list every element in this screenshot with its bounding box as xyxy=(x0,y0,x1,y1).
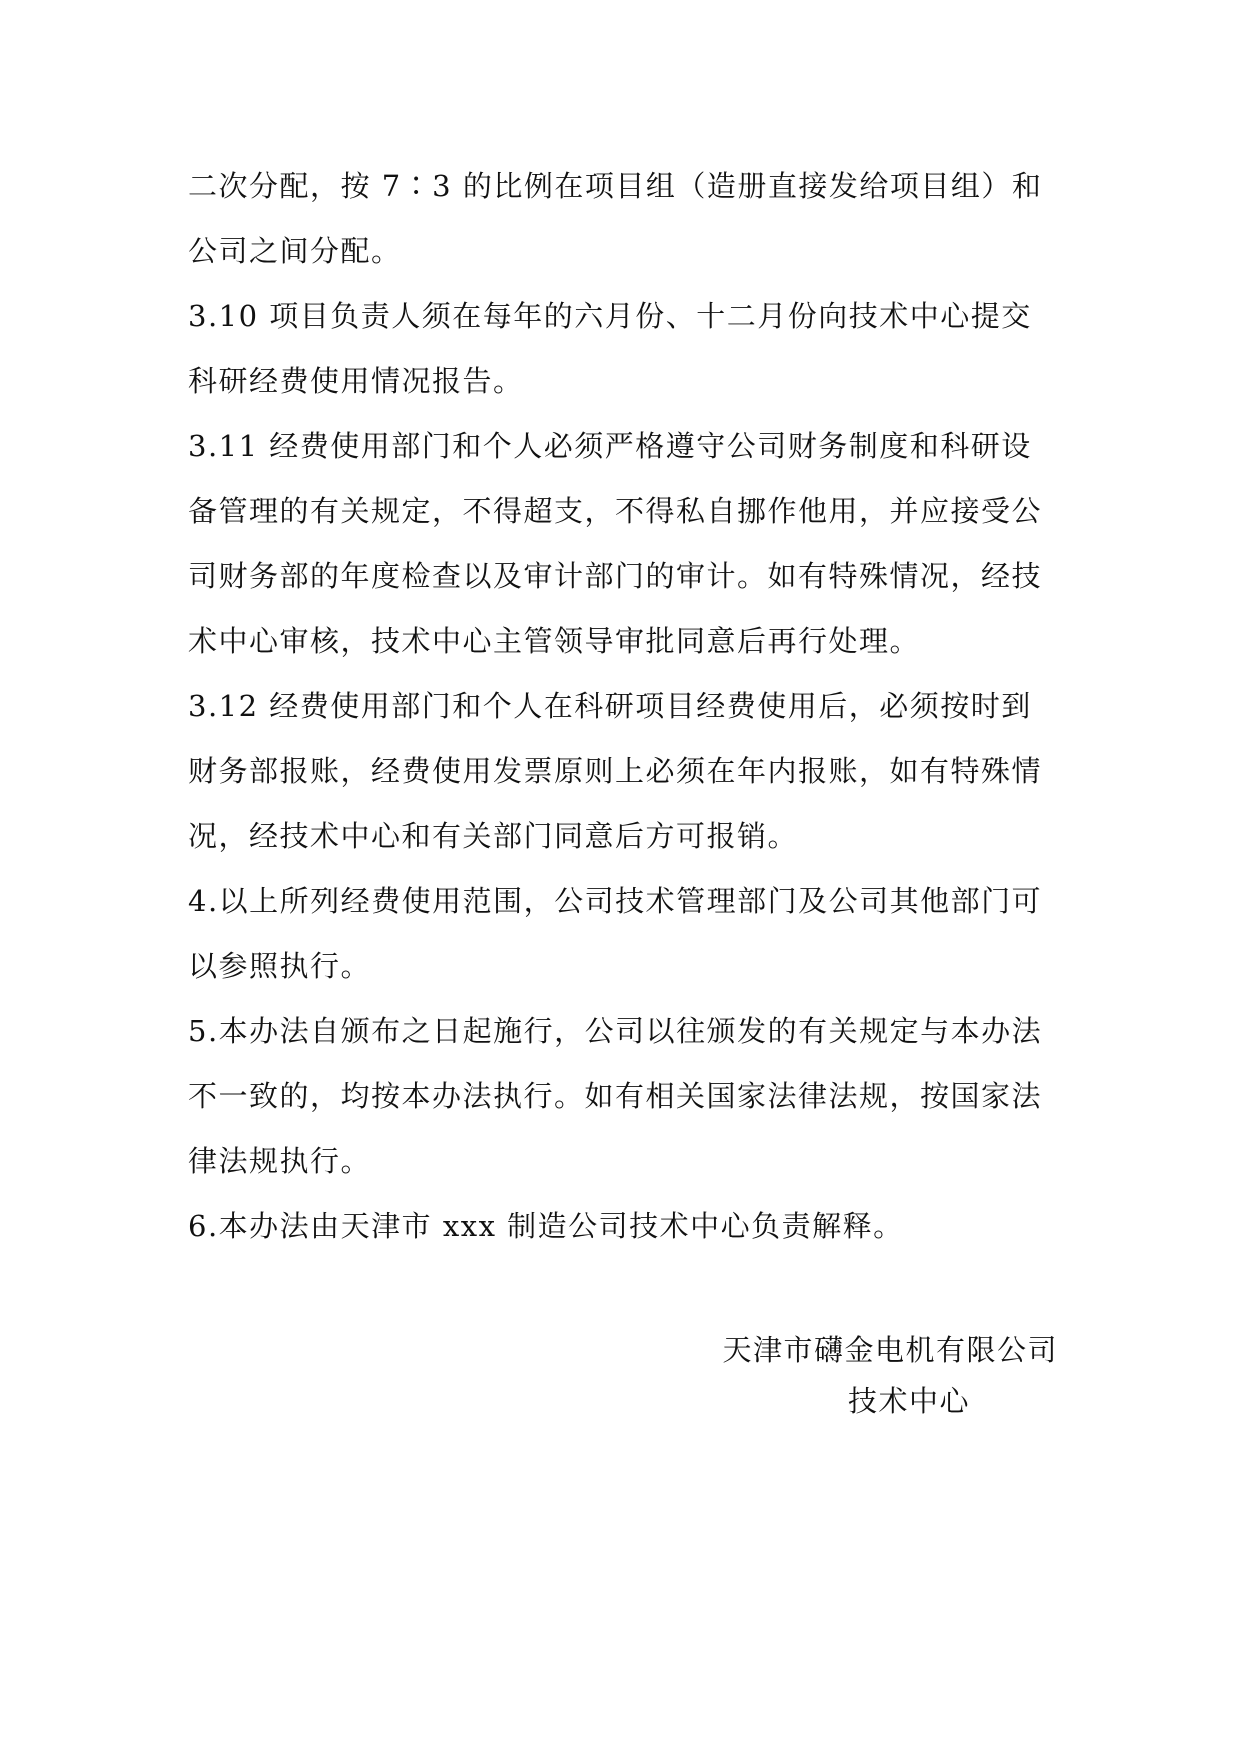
paragraph-3-12-reimbursement: 3.12 经费使用部门和个人在科研项目经费使用后，必须按时到财务部报账，经费使用发票原则上必须在年内报账，如有特殊情况，经技术中心和有关部门同意后方可报销。 xyxy=(188,689,1043,853)
paragraph-3-10-report: 3.10 项目负责人须在每年的六月份、十二月份向技术中心提交科研经费使用情况报告。 xyxy=(188,299,1032,398)
paragraph-6-interpretation: 6.本办法由天津市 xxx 制造公司技术中心负责解释。 xyxy=(188,1209,904,1243)
paragraph-distribution-ratio: 二次分配，按 7∶3 的比例在项目组（造册直接发给项目组）和公司之间分配。 xyxy=(188,169,1043,268)
paragraph-5-effective-date: 5.本办法自颁布之日起施行，公司以往颁发的有关规定与本办法不一致的，均按本办法执行。如有相关国家法律法规，按国家法律法规执行。 xyxy=(188,1014,1043,1178)
paragraph-4-scope: 4.以上所列经费使用范围，公司技术管理部门及公司其他部门可以参照执行。 xyxy=(188,884,1043,983)
signature-organization: 天津市礴金电机有限公司 xyxy=(722,1333,1058,1367)
signature-department: 技术中心 xyxy=(847,1384,970,1418)
paragraph-3-11-compliance: 3.11 经费使用部门和个人必须严格遵守公司财务制度和科研设备管理的有关规定，不得超支，不得私自挪作他用，并应接受公司财务部的年度检查以及审计部门的审计。如有特殊情况，经技术中心审核，技术中心主管领导审批同意后再行处理。 xyxy=(188,429,1043,658)
document-body xyxy=(188,154,1058,1259)
